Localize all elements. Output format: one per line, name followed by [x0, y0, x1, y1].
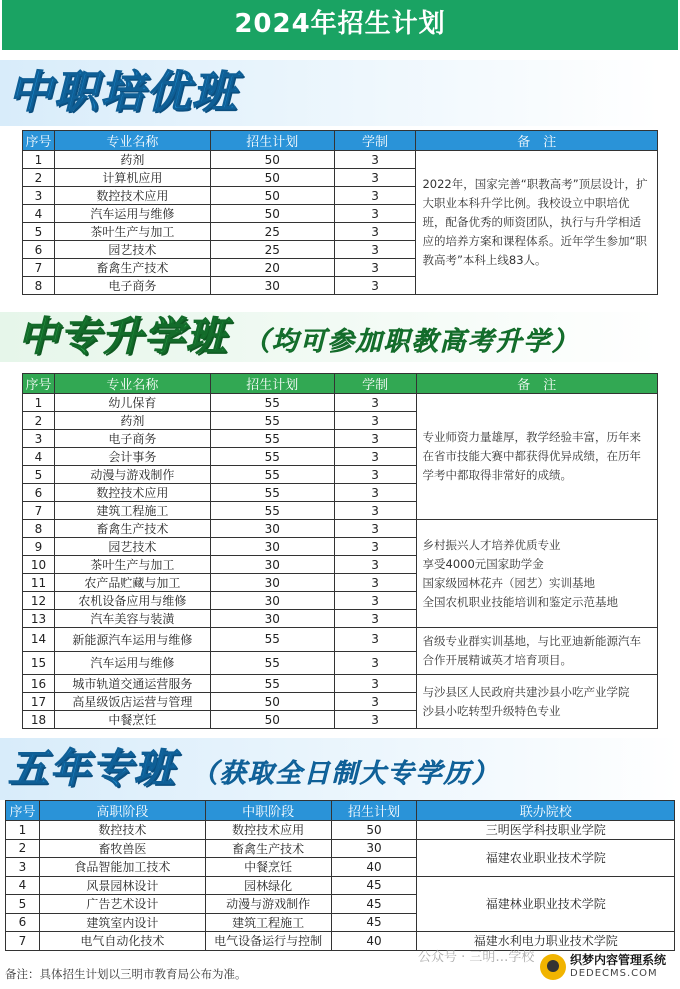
col-header: 序号 [23, 374, 55, 394]
table-cell: 3 [334, 448, 416, 466]
table-cell: 45 [331, 913, 417, 932]
table-cell: 1 [23, 394, 55, 412]
table-cell: 3 [334, 466, 416, 484]
table-cell: 3 [334, 628, 416, 652]
col-header: 招生计划 [210, 374, 334, 394]
col-header: 序号 [6, 801, 40, 821]
table-cell: 中餐烹饪 [205, 858, 331, 877]
table-cell: 55 [210, 675, 334, 693]
table-cell: 4 [23, 448, 55, 466]
table-cell: 畜禽生产技术 [205, 839, 331, 858]
table-cell: 电气设备运行与控制 [205, 932, 331, 951]
table-cell: 17 [23, 693, 55, 711]
table-cell: 3 [334, 592, 416, 610]
table-cell: 55 [210, 628, 334, 652]
col-header: 高职阶段 [39, 801, 205, 821]
table-cell: 园林绿化 [205, 876, 331, 895]
table-cell: 55 [210, 502, 334, 520]
table-row [6, 821, 675, 840]
table-cell: 3 [334, 484, 416, 502]
table-row [23, 151, 658, 169]
remark-line: 享受4000元国家助学金 [422, 556, 544, 571]
table-row [6, 839, 675, 858]
col-header: 备 注 [416, 131, 658, 151]
remark-line: 全国农机职业技能培训和鉴定示范基地 [422, 594, 619, 609]
table-cell: 45 [331, 876, 417, 895]
logo-line1: 织梦内容管理系统 [570, 953, 667, 967]
table-cell: 茶叶生产与加工 [54, 556, 210, 574]
table-cell: 3 [334, 223, 416, 241]
table-cell: 50 [210, 187, 334, 205]
table-cell: 30 [210, 538, 334, 556]
table-cell: 电子商务 [54, 430, 210, 448]
table-cell: 电子商务 [54, 277, 210, 295]
banner-subtitle: （均可参加职教高考升学） [243, 327, 580, 357]
table-cell: 50 [210, 169, 334, 187]
table-cell: 25 [210, 241, 334, 259]
table-cell: 5 [23, 223, 55, 241]
table-cell: 30 [210, 610, 334, 628]
table-row [6, 932, 675, 951]
table-cell: 55 [210, 651, 334, 675]
table-cell: 3 [23, 430, 55, 448]
table-cell: 6 [23, 241, 55, 259]
table-cell: 数控技术 [39, 821, 205, 840]
table-cell: 15 [23, 651, 55, 675]
table-cell: 数控技术应用 [54, 484, 210, 502]
table-cell: 中餐烹饪 [54, 711, 210, 729]
col-header: 序号 [23, 131, 55, 151]
table-cell: 3 [334, 538, 416, 556]
table-row [23, 394, 658, 412]
table-cell: 55 [210, 394, 334, 412]
table-cell: 14 [23, 628, 55, 652]
banner-title: 中专升学班 [18, 314, 228, 360]
table-cell: 高星级饭店运营与管理 [54, 693, 210, 711]
table-cell: 40 [331, 932, 417, 951]
wunian-table [5, 800, 675, 951]
table-cell: 药剂 [54, 412, 210, 430]
table-cell: 20 [210, 259, 334, 277]
table-cell: 3 [334, 151, 416, 169]
table-cell: 3 [334, 556, 416, 574]
col-header: 联办院校 [417, 801, 675, 821]
table-cell: 30 [210, 592, 334, 610]
table-cell: 2 [6, 839, 40, 858]
college-cell: 福建林业职业技术学院 [417, 876, 675, 932]
table-row [6, 876, 675, 895]
watermark: 公众号 · 三明…学校 [418, 950, 535, 965]
table-cell: 3 [334, 277, 416, 295]
table-cell: 3 [334, 502, 416, 520]
remark-cell [416, 675, 657, 729]
remark-line: 与沙县区人民政府共建沙县小吃产业学院 [422, 684, 630, 699]
table-cell: 农机设备应用与维修 [54, 592, 210, 610]
footnote: 备注：具体招生计划以三明市教育局公布为准。 [5, 967, 247, 981]
remark-cell: 省级专业群实训基地，与比亚迪新能源汽车合作开展精诚英才培育项目。 [416, 628, 657, 675]
table-cell: 1 [23, 151, 55, 169]
remark-cell [416, 520, 657, 628]
table-cell: 3 [23, 187, 55, 205]
table-cell: 7 [23, 502, 55, 520]
table-cell: 6 [6, 913, 40, 932]
table-cell: 3 [334, 241, 416, 259]
table-cell: 汽车美容与装潢 [54, 610, 210, 628]
col-header: 专业名称 [54, 374, 210, 394]
table-cell: 2 [23, 412, 55, 430]
table-cell: 5 [6, 895, 40, 914]
table-cell: 3 [334, 187, 416, 205]
table-cell: 30 [331, 839, 417, 858]
table-cell: 7 [23, 259, 55, 277]
table-cell: 食品智能加工技术 [39, 858, 205, 877]
table-header-row [6, 801, 675, 821]
table-cell: 3 [334, 430, 416, 448]
banner-subtitle: （获取全日制大专学历） [191, 759, 500, 789]
table-cell: 55 [210, 466, 334, 484]
table-cell: 55 [210, 484, 334, 502]
table-cell: 13 [23, 610, 55, 628]
col-header: 招生计划 [210, 131, 334, 151]
remark-line: 沙县小吃转型升级特色专业 [422, 703, 561, 718]
shengxue-table [22, 373, 658, 729]
table-cell: 畜禽生产技术 [54, 259, 210, 277]
table-cell: 45 [331, 895, 417, 914]
table-cell: 9 [23, 538, 55, 556]
table-cell: 畜牧兽医 [39, 839, 205, 858]
col-header: 学制 [334, 374, 416, 394]
table-cell: 汽车运用与维修 [54, 205, 210, 223]
college-cell: 福建水利电力职业技术学院 [417, 932, 675, 951]
table-cell: 农产品贮藏与加工 [54, 574, 210, 592]
table-cell: 城市轨道交通运营服务 [54, 675, 210, 693]
table-cell: 3 [334, 169, 416, 187]
table-cell: 40 [331, 858, 417, 877]
remark-line: 国家级园林花卉（园艺）实训基地 [422, 575, 596, 590]
table-cell: 10 [23, 556, 55, 574]
table-cell: 2 [23, 169, 55, 187]
section-banner-shengxue [0, 312, 660, 362]
table-cell: 8 [23, 520, 55, 538]
table-cell: 3 [334, 675, 416, 693]
logo-icon [540, 954, 566, 980]
table-cell: 会计事务 [54, 448, 210, 466]
table-cell: 50 [331, 821, 417, 840]
peiyou-table [22, 130, 658, 295]
banner-title: 中职培优班 [8, 67, 238, 118]
table-cell: 30 [210, 520, 334, 538]
table-cell: 55 [210, 430, 334, 448]
table-cell: 3 [6, 858, 40, 877]
col-header: 备 注 [416, 374, 657, 394]
college-cell: 三明医学科技职业学院 [417, 821, 675, 840]
table-cell: 7 [6, 932, 40, 951]
table-cell: 50 [210, 711, 334, 729]
table-cell: 建筑工程施工 [205, 913, 331, 932]
table-cell: 药剂 [54, 151, 210, 169]
table-cell: 8 [23, 277, 55, 295]
table-row [23, 628, 658, 652]
table-row [23, 675, 658, 693]
table-cell: 计算机应用 [54, 169, 210, 187]
table-cell: 畜禽生产技术 [54, 520, 210, 538]
table-cell: 55 [210, 448, 334, 466]
table-cell: 新能源汽车运用与维修 [54, 628, 210, 652]
remark-cell: 2022年，国家完善“职教高考”顶层设计，扩大职业本科升学比例。我校设立中职培优班，配备优秀的师资团队，执行与升学相适应的培养方案和课程体系。近年学生参加“职教高考”本科上线83人。 [416, 151, 658, 295]
table-cell: 16 [23, 675, 55, 693]
table-header-row [23, 374, 658, 394]
table-cell: 电气自动化技术 [39, 932, 205, 951]
table-cell: 55 [210, 412, 334, 430]
table-cell: 5 [23, 466, 55, 484]
table-cell: 动漫与游戏制作 [205, 895, 331, 914]
table-cell: 茶叶生产与加工 [54, 223, 210, 241]
table-cell: 30 [210, 556, 334, 574]
table-cell: 幼儿保育 [54, 394, 210, 412]
table-cell: 3 [334, 610, 416, 628]
table-cell: 3 [334, 574, 416, 592]
table-header-row [23, 131, 658, 151]
col-header: 学制 [334, 131, 416, 151]
table-cell: 广告艺术设计 [39, 895, 205, 914]
table-cell: 25 [210, 223, 334, 241]
table-cell: 50 [210, 205, 334, 223]
table-cell: 4 [6, 876, 40, 895]
table-cell: 3 [334, 693, 416, 711]
table-cell: 3 [334, 711, 416, 729]
col-header: 专业名称 [54, 131, 210, 151]
table-cell: 6 [23, 484, 55, 502]
col-header: 招生计划 [331, 801, 417, 821]
table-cell: 建筑室内设计 [39, 913, 205, 932]
logo-line2: DEDECMS.COM [570, 968, 658, 979]
table-cell: 3 [334, 520, 416, 538]
remark-cell: 专业师资力量雄厚，教学经验丰富，历年来在省市技能大赛中都获得优异成绩，在历年学考中都取得非常好的成绩。 [416, 394, 657, 520]
site-logo [540, 952, 680, 982]
table-cell: 风景园林设计 [39, 876, 205, 895]
table-cell: 园艺技术 [54, 538, 210, 556]
table-cell: 30 [210, 574, 334, 592]
col-header: 中职阶段 [205, 801, 331, 821]
table-cell: 汽车运用与维修 [54, 651, 210, 675]
table-cell: 18 [23, 711, 55, 729]
table-cell: 30 [210, 277, 334, 295]
table-row [23, 520, 658, 538]
table-cell: 数控技术应用 [54, 187, 210, 205]
section-banner-peiyou [0, 60, 660, 126]
table-cell: 动漫与游戏制作 [54, 466, 210, 484]
banner-title: 五年专班 [8, 746, 176, 792]
table-cell: 3 [334, 412, 416, 430]
table-cell: 11 [23, 574, 55, 592]
table-cell: 3 [334, 259, 416, 277]
college-cell: 福建农业职业技术学院 [417, 839, 675, 876]
remark-line: 乡村振兴人才培养优质专业 [422, 537, 561, 552]
table-cell: 数控技术应用 [205, 821, 331, 840]
table-cell: 建筑工程施工 [54, 502, 210, 520]
table-cell: 3 [334, 394, 416, 412]
table-cell: 3 [334, 205, 416, 223]
table-cell: 4 [23, 205, 55, 223]
table-cell: 12 [23, 592, 55, 610]
page-title: 2024年招生计划 [2, 0, 678, 50]
table-cell: 50 [210, 693, 334, 711]
table-cell: 50 [210, 151, 334, 169]
section-banner-wunian [0, 738, 680, 800]
table-cell: 园艺技术 [54, 241, 210, 259]
table-cell: 3 [334, 651, 416, 675]
table-cell: 1 [6, 821, 40, 840]
